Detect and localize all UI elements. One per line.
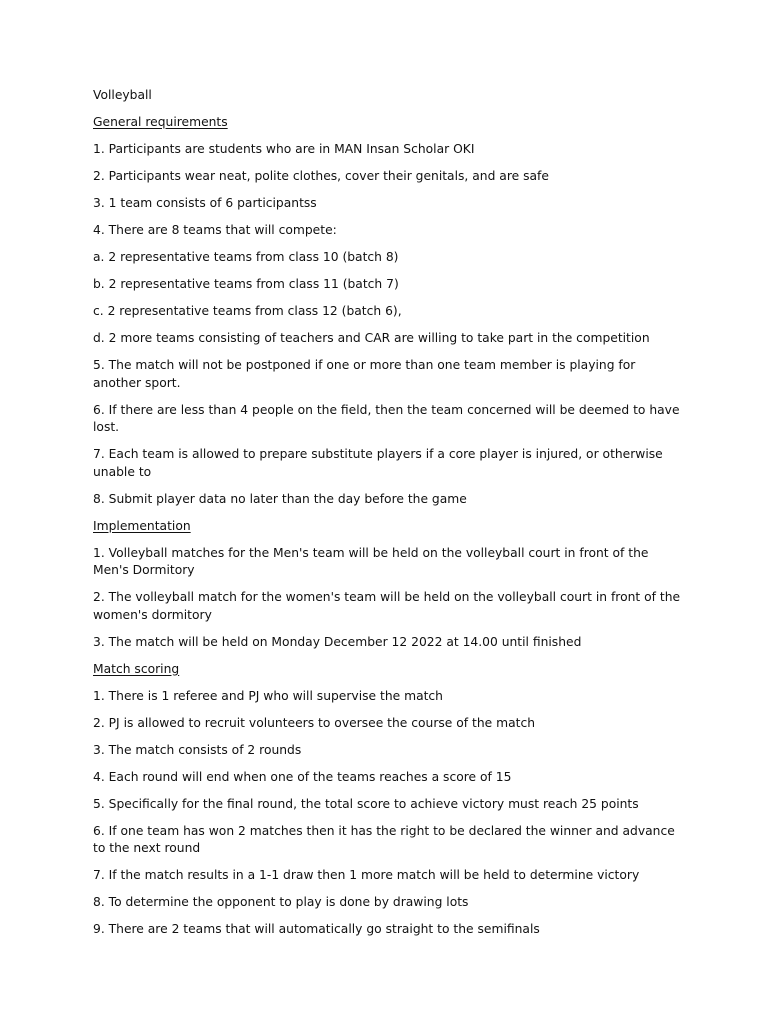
implementation-heading: Implementation — [93, 518, 191, 533]
general-item: 4. There are 8 teams that will compete: — [93, 223, 337, 237]
scoring-item: 2. PJ is allowed to recruit volunteers to oversee the course of the match — [93, 715, 536, 730]
scoring-item: 8. To determine the opponent to play is done by drawing lots — [93, 895, 469, 909]
general-item: c. 2 representative teams from class 12 (batch 6), — [93, 304, 402, 318]
implementation-item: 3. The match will be held on Monday December 12 2022 at 14.00 until finished — [93, 634, 582, 649]
scoring-item: 1. There is 1 referee and PJ who will supervise the match — [93, 688, 443, 703]
general-item: a. 2 representative teams from class 10 (batch 8) — [93, 250, 399, 264]
general-requirements-heading: General requirements — [93, 115, 228, 129]
general-item: 3. 1 team consists of 6 participantss — [93, 196, 317, 210]
document-title: Volleyball — [93, 88, 152, 102]
document-page — [93, 87, 683, 948]
general-item: 1. Participants are students who are in MAN Insan Scholar OKI — [93, 142, 475, 156]
implementation-item: 1. Volleyball matches for the Men's team will be held on the volleyball court in front of the Men's Dormitory — [93, 545, 649, 577]
general-item: 7. Each team is allowed to prepare substitute players if a core player is injured, or otherwise unable to — [93, 447, 663, 479]
general-item: d. 2 more teams consisting of teachers and CAR are willing to take part in the competition — [93, 331, 650, 345]
match-scoring-heading: Match scoring — [93, 661, 180, 676]
scoring-item: 6. If one team has won 2 matches then it has the right to be declared the winner and advance to the next round — [93, 823, 675, 855]
scoring-item: 3. The match consists of 2 rounds — [93, 742, 302, 757]
implementation-item: 2. The volleyball match for the women's team will be held on the volleyball court in front of the women's dormitory — [93, 590, 681, 622]
general-item: 5. The match will not be postponed if one or more than one team member is playing for another sport. — [93, 358, 636, 390]
scoring-item: 9. There are 2 teams that will automatically go straight to the semifinals — [93, 922, 540, 936]
scoring-item: 5. Specifically for the final round, the total score to achieve victory must reach 25 points — [93, 796, 639, 811]
general-item: 8. Submit player data no later than the day before the game — [93, 491, 467, 506]
scoring-item: 4. Each round will end when one of the teams reaches a score of 15 — [93, 769, 512, 784]
scoring-item: 7. If the match results in a 1-1 draw then 1 more match will be held to determine victory — [93, 868, 640, 882]
general-item: 6. If there are less than 4 people on the field, then the team concerned will be deemed to have lost. — [93, 402, 680, 434]
general-item: 2. Participants wear neat, polite clothes, cover their genitals, and are safe — [93, 169, 549, 183]
general-item: b. 2 representative teams from class 11 (batch 7) — [93, 277, 399, 291]
